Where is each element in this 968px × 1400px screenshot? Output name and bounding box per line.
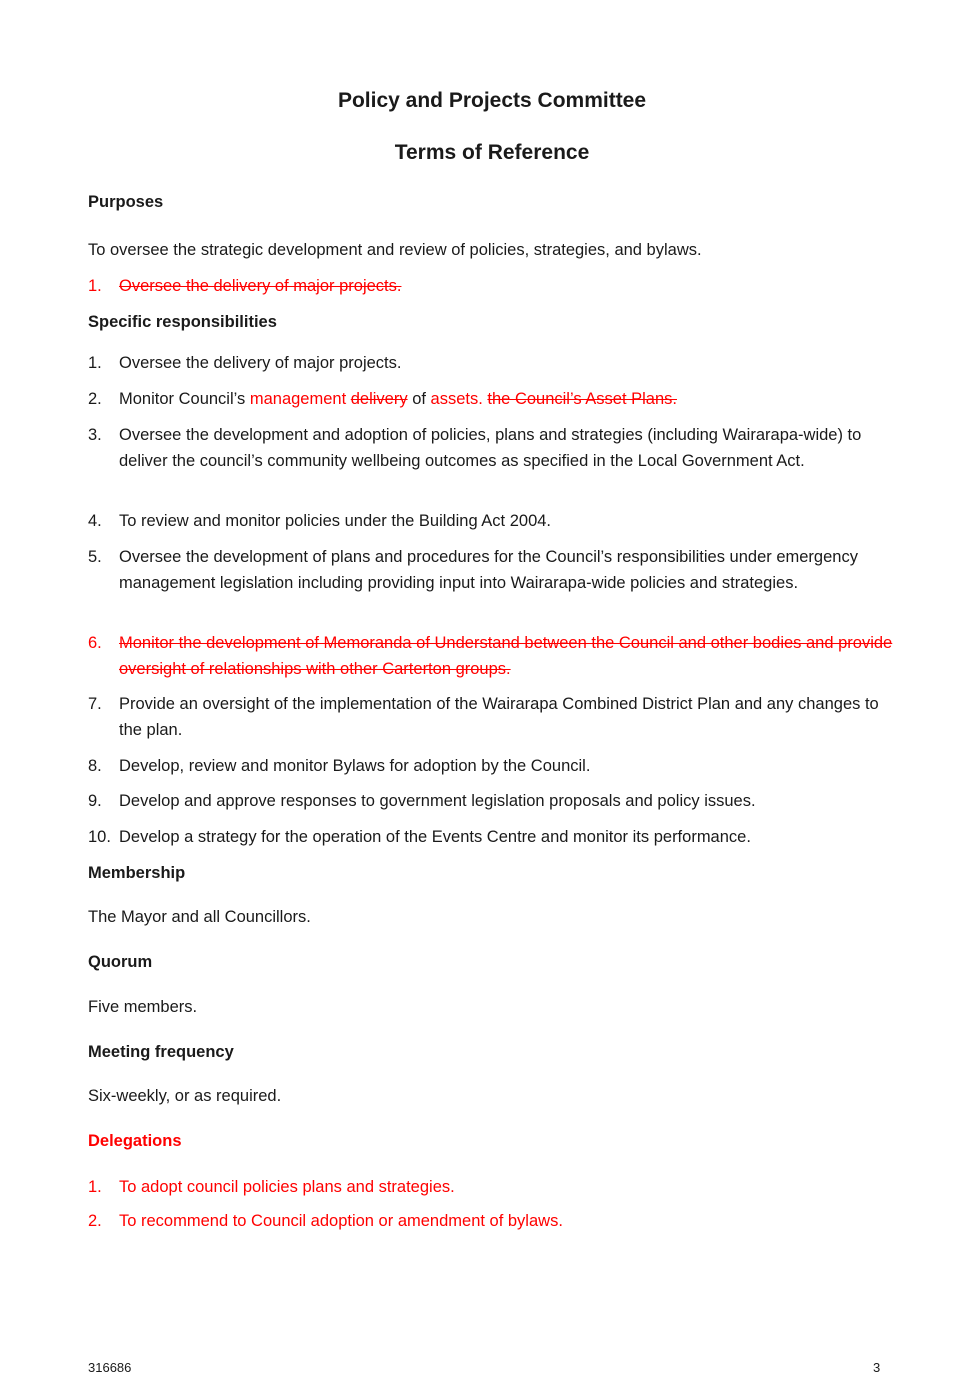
- responsibility-item-2: [88, 387, 900, 413]
- list-text: To review and monitor policies under the Building Act 2004.: [119, 512, 552, 530]
- membership-heading: Membership: [88, 864, 186, 882]
- list-text: To recommend to Council adoption or amendment of bylaws.: [119, 1212, 563, 1230]
- purposes-deleted-item: [88, 274, 900, 300]
- responsibility-item-3: [88, 423, 900, 474]
- list-text: Oversee the delivery of major projects.: [119, 277, 402, 295]
- list-number: 5.: [88, 548, 102, 566]
- list-number: 1.: [88, 277, 102, 295]
- item2-mid: of: [407, 390, 431, 408]
- list-number: 4.: [88, 512, 102, 530]
- meeting-frequency-heading: Meeting frequency: [88, 1043, 234, 1061]
- item2-prefix: Monitor Council’s: [119, 390, 250, 408]
- deleted-text: delivery: [350, 390, 408, 408]
- list-text: Provide an oversight of the implementation of the Wairarapa Combined District Plan and any changes to the plan.: [119, 695, 879, 739]
- list-number: 8.: [88, 757, 102, 775]
- list-text: Oversee the development and adoption of policies, plans and strategies (including Wairarapa-wide) to deliver the council’s community wellbeing outcomes as specified in the Local Government Act.: [119, 426, 862, 470]
- list-number: 3.: [88, 426, 102, 444]
- delegation-item-1: [88, 1175, 900, 1201]
- list-number: 9.: [88, 792, 102, 810]
- document-subtitle: Terms of Reference: [394, 141, 590, 164]
- list-text: Develop, review and monitor Bylaws for adoption by the Council.: [119, 757, 591, 775]
- membership-text: The Mayor and all Councillors.: [88, 908, 311, 926]
- responsibility-item-6-deleted: [88, 631, 900, 682]
- inserted-text: assets.: [430, 390, 483, 408]
- responsibility-item-10: [88, 825, 900, 851]
- footer-doc-number: 316686: [88, 1360, 132, 1375]
- list-number: 2.: [88, 1212, 102, 1230]
- purposes-text: To oversee the strategic development and review of policies, strategies, and bylaws.: [88, 241, 702, 259]
- document-title: Policy and Projects Committee: [337, 89, 647, 112]
- responsibility-item-9: [88, 789, 900, 815]
- responsibility-item-8: [88, 754, 900, 780]
- inserted-text: management: [249, 390, 347, 408]
- quorum-text: Five members.: [88, 998, 198, 1016]
- list-text: [119, 387, 900, 413]
- meeting-frequency-text: Six-weekly, or as required.: [88, 1087, 282, 1105]
- list-text: Oversee the development of plans and procedures for the Council’s responsibilities under emergency management legislation including providing input into Wairarapa-wide policies and strategies.: [119, 548, 858, 592]
- list-text: Oversee the delivery of major projects.: [119, 354, 402, 372]
- deleted-text: the Council’s Asset Plans.: [487, 390, 677, 408]
- responsibility-item-1: [88, 351, 900, 377]
- delegations-heading: Delegations: [88, 1132, 182, 1150]
- responsibility-item-5: [88, 545, 900, 596]
- list-text: Develop and approve responses to government legislation proposals and policy issues.: [119, 792, 756, 810]
- list-number: 2.: [88, 390, 102, 408]
- responsibilities-heading: Specific responsibilities: [88, 313, 277, 331]
- list-number: 1.: [88, 1178, 102, 1196]
- list-text: Monitor the development of Memoranda of Understand between the Council and other bodies and provide oversight of relationships with other Carterton groups.: [119, 634, 893, 678]
- purposes-heading: Purposes: [88, 193, 164, 211]
- list-number: 10.: [88, 828, 111, 846]
- quorum-heading: Quorum: [88, 953, 153, 971]
- responsibility-item-7: [88, 692, 900, 743]
- list-text: Develop a strategy for the operation of the Events Centre and monitor its performance.: [119, 828, 751, 846]
- list-number: 6.: [88, 634, 102, 652]
- list-number: 1.: [88, 354, 102, 372]
- delegation-item-2: [88, 1209, 900, 1235]
- footer-page-number: 3: [873, 1360, 881, 1375]
- list-text: To adopt council policies plans and strategies.: [119, 1178, 455, 1196]
- responsibility-item-4: [88, 509, 900, 535]
- list-number: 7.: [88, 695, 102, 713]
